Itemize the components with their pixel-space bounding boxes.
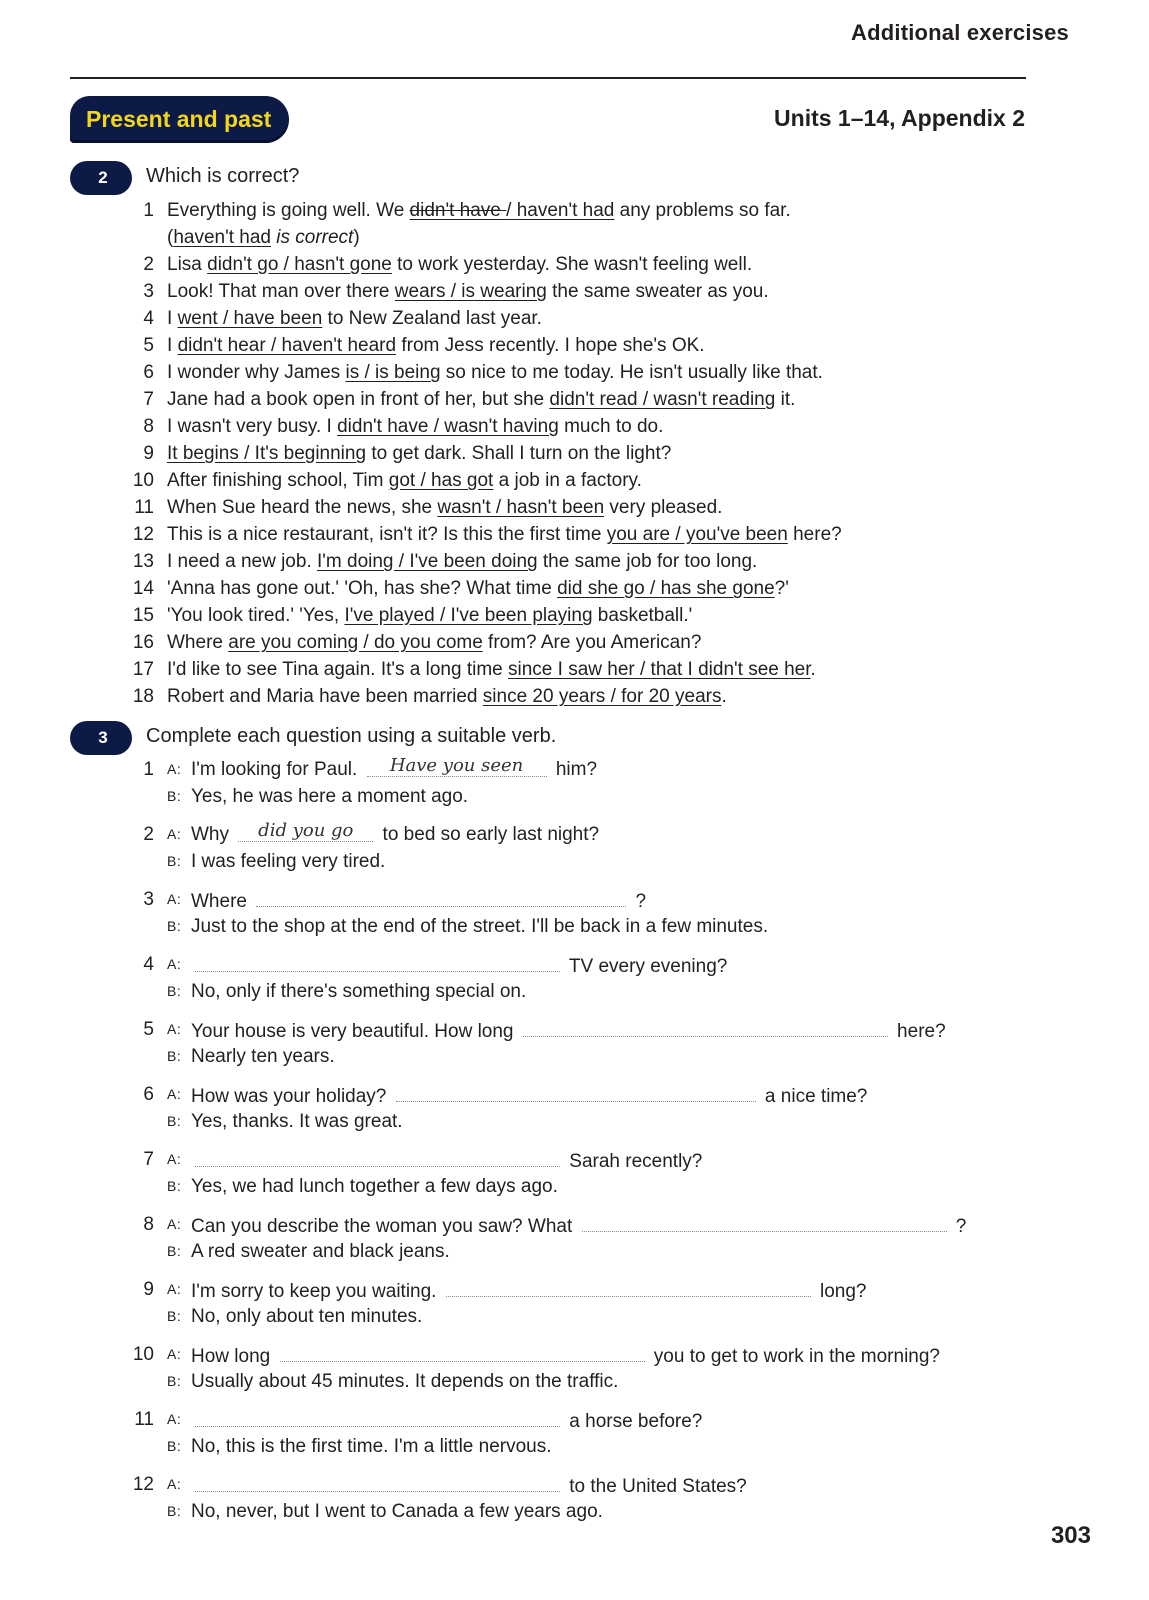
sentence-end: from Jess recently. I hope she's OK.: [396, 335, 705, 356]
item-number: 18: [132, 686, 154, 707]
sentence-end: much to do.: [558, 416, 664, 437]
item-text: [167, 278, 769, 305]
question-end: a nice time?: [759, 1086, 868, 1107]
sentence-end: the same job for too long.: [537, 551, 758, 572]
item-number: 10: [132, 470, 154, 491]
line-b: [126, 1498, 1026, 1525]
question-end: him?: [550, 759, 598, 780]
list-item: [126, 548, 1006, 575]
answer-blank: [195, 1146, 560, 1167]
header-rule: [70, 77, 1026, 79]
list-item: [126, 602, 1006, 629]
answer-options: went / have been: [177, 308, 323, 329]
exercise-3-badge: 3: [70, 721, 132, 755]
dialogue-item: [126, 1016, 1026, 1081]
answer-options: didn't read / wasn't reading: [549, 389, 776, 410]
line-b: [126, 978, 1026, 1005]
item-number: 8: [143, 416, 154, 437]
line-b: [126, 1433, 1026, 1460]
answer-blank: [367, 756, 547, 777]
item-number: 15: [132, 605, 154, 626]
sentence-end: to get dark. Shall I turn on the light?: [366, 443, 672, 464]
question-end: to the United States?: [564, 1476, 747, 1497]
question-text: [191, 1146, 702, 1175]
list-item: [126, 197, 1006, 224]
reply-text: Yes, he was here a moment ago.: [191, 786, 469, 807]
answer-options: did she go / has she gone: [557, 578, 775, 599]
line-a: [126, 1081, 1026, 1108]
speaker-b: B:: [167, 1308, 182, 1324]
answer-options: didn't go / hasn't gone: [207, 254, 392, 275]
example-note: [126, 224, 1006, 251]
question-text: [191, 886, 646, 915]
line-a: [126, 1341, 1026, 1368]
sentence-end: .: [721, 686, 727, 707]
item-text: [167, 467, 642, 494]
question-start: How was your holiday?: [191, 1086, 392, 1107]
item-text: [167, 602, 692, 629]
sentence-end: any problems so far.: [614, 200, 791, 221]
question-text: [191, 821, 599, 848]
question-text: [191, 1016, 946, 1045]
correct-option: haven't had: [516, 200, 615, 221]
answer-options: is / is being: [345, 362, 441, 383]
speaker-b: B:: [167, 853, 182, 869]
units-reference: Units 1–14, Appendix 2: [774, 105, 1025, 131]
reply-text: No, only if there's something special on.: [191, 981, 527, 1002]
exercise-2-list: [126, 197, 1006, 710]
line-b: [126, 848, 1026, 875]
question-start: Can you describe the woman you saw? What: [191, 1216, 578, 1237]
reply-text: Yes, thanks. It was great.: [191, 1111, 403, 1132]
reply-text: Yes, we had lunch together a few days ago.: [191, 1176, 558, 1197]
item-text: [167, 521, 842, 548]
answer-options: I've played / I've been playing: [344, 605, 593, 626]
running-head: Additional exercises: [851, 20, 1069, 45]
question-end: to bed so early last night?: [377, 824, 600, 845]
item-number: 2: [143, 254, 154, 275]
sentence-end: the same sweater as you.: [546, 281, 769, 302]
line-a: [126, 1276, 1026, 1303]
list-item: [126, 467, 1006, 494]
question-end: a horse before?: [564, 1411, 703, 1432]
line-a: [126, 886, 1026, 913]
dialogue-item: [126, 951, 1026, 1016]
item-text: [167, 251, 752, 278]
speaker-b: B:: [167, 1438, 182, 1454]
speaker-a: A:: [167, 1021, 182, 1037]
item-number: 10: [132, 1344, 154, 1365]
sentence-end: a job in a factory.: [493, 470, 642, 491]
list-item: [126, 440, 1006, 467]
item-number: 9: [143, 1279, 154, 1300]
list-item: [126, 629, 1006, 656]
reply-text: I was feeling very tired.: [191, 851, 386, 872]
item-number: 6: [143, 1084, 154, 1105]
question-text: [191, 1406, 702, 1435]
item-number: 2: [143, 824, 154, 845]
item-text: [167, 494, 722, 521]
item-number: 17: [132, 659, 154, 680]
answer-blank: [238, 821, 373, 842]
question-end: Sarah recently?: [564, 1151, 703, 1172]
speaker-a: A:: [167, 891, 182, 907]
answer-blank: [195, 1406, 560, 1427]
speaker-a: A:: [167, 761, 182, 777]
item-number: 14: [132, 578, 154, 599]
question-end: you to get to work in the morning?: [648, 1346, 940, 1367]
reply-text: Usually about 45 minutes. It depends on the traffic.: [191, 1371, 619, 1392]
item-text: [167, 683, 727, 710]
list-item: [126, 278, 1006, 305]
line-b: [126, 1173, 1026, 1200]
list-item: [126, 251, 1006, 278]
answer-blank: [280, 1341, 645, 1362]
sentence-start: Everything is going well. We: [167, 200, 410, 221]
answer-blank: [523, 1016, 888, 1037]
list-item: [126, 386, 1006, 413]
sentence-end: here?: [787, 524, 842, 545]
speaker-b: B:: [167, 1178, 182, 1194]
sentence-end: so nice to me today. He isn't usually like that.: [440, 362, 823, 383]
question-start: I'm sorry to keep you waiting.: [191, 1281, 442, 1302]
dialogue-item: [126, 1211, 1026, 1276]
item-number: 7: [143, 1149, 154, 1170]
list-item: [126, 683, 1006, 710]
line-a: [126, 1146, 1026, 1173]
item-number: 1: [143, 200, 154, 221]
item-text: [167, 413, 663, 440]
sentence-start: 'Anna has gone out.' 'Oh, has she? What time: [167, 578, 558, 599]
sentence-start: After finishing school, Tim: [167, 470, 389, 491]
question-text: [191, 1276, 867, 1305]
item-number: 3: [143, 889, 154, 910]
line-b: [126, 1368, 1026, 1395]
answer-blank: [396, 1081, 756, 1102]
question-end: TV every evening?: [564, 956, 728, 977]
speaker-b: B:: [167, 1113, 182, 1129]
answer-blank: [195, 1471, 560, 1492]
example-comment: is correct: [270, 227, 354, 248]
item-text: [167, 197, 791, 224]
question-text: [191, 756, 597, 783]
answer-options: wears / is wearing: [394, 281, 547, 302]
page-number: 303: [1050, 1522, 1091, 1549]
item-number: 4: [143, 954, 154, 975]
example-note-text: (haven't had is correct): [167, 227, 360, 248]
speaker-b: B:: [167, 983, 182, 999]
sentence-start: Jane had a book open in front of her, but she: [167, 389, 550, 410]
list-item: [126, 305, 1006, 332]
line-a: [126, 951, 1026, 978]
line-a: [126, 1471, 1026, 1498]
list-item: [126, 494, 1006, 521]
speaker-a: A:: [167, 1346, 182, 1362]
answer-options: wasn't / hasn't been: [437, 497, 605, 518]
speaker-b: B:: [167, 918, 182, 934]
section-title: Present and past: [70, 96, 289, 143]
dialogue-item: [126, 1406, 1026, 1471]
item-number: 12: [132, 524, 154, 545]
speaker-b: B:: [167, 1243, 182, 1259]
question-end: here?: [891, 1021, 946, 1042]
speaker-b: B:: [167, 1048, 182, 1064]
reply-text: Just to the shop at the end of the street. I'll be back in a few minutes.: [191, 916, 769, 937]
reply-text: Nearly ten years.: [191, 1046, 335, 1067]
sentence-start: I'd like to see Tina again. It's a long time: [167, 659, 508, 680]
item-number: 4: [143, 308, 154, 329]
speaker-a: A:: [167, 826, 182, 842]
sentence-end: basketball.': [592, 605, 693, 626]
dialogue-item: [126, 1341, 1026, 1406]
item-number: 6: [143, 362, 154, 383]
item-text: [167, 629, 701, 656]
item-number: 7: [143, 389, 154, 410]
question-start: I'm looking for Paul.: [191, 759, 363, 780]
speaker-a: A:: [167, 1281, 182, 1297]
speaker-a: A:: [167, 1086, 182, 1102]
line-b: [126, 1303, 1026, 1330]
dialogue-item: [126, 1471, 1026, 1536]
question-end: long?: [814, 1281, 867, 1302]
line-b: [126, 1043, 1026, 1070]
item-number: 1: [143, 759, 154, 780]
answer-options: since 20 years / for 20 years: [482, 686, 722, 707]
sentence-start: This is a nice restaurant, isn't it? Is this the first time: [167, 524, 607, 545]
dialogue-item: [126, 1146, 1026, 1211]
answer-options: are you coming / do you come: [228, 632, 483, 653]
question-text: [191, 1081, 867, 1110]
question-start: How long: [191, 1346, 276, 1367]
sentence-end: it.: [775, 389, 796, 410]
question-text: [191, 1341, 940, 1370]
sentence-end: from? Are you American?: [482, 632, 702, 653]
speaker-a: A:: [167, 1151, 182, 1167]
item-text: [167, 440, 671, 467]
line-a: [126, 1406, 1026, 1433]
question-start: Where: [191, 891, 253, 912]
exercise-3-list: [126, 756, 1026, 1536]
dialogue-item: [126, 1276, 1026, 1341]
sentence-start: 'You look tired.' 'Yes,: [167, 605, 345, 626]
item-number: 12: [132, 1474, 154, 1495]
item-text: [167, 548, 757, 575]
speaker-a: A:: [167, 1216, 182, 1232]
struck-option: didn't have: [409, 200, 507, 221]
speaker-a: A:: [167, 956, 182, 972]
dialogue-item: [126, 1081, 1026, 1146]
item-text: [167, 386, 795, 413]
line-a: [126, 821, 1026, 848]
dialogue-item: [126, 756, 1026, 821]
item-text: [167, 656, 816, 683]
exercise-2-badge: 2: [70, 161, 132, 195]
exercise-2-title: Which is correct?: [146, 165, 300, 187]
list-item: [126, 413, 1006, 440]
line-a: [126, 1211, 1026, 1238]
reply-text: No, only about ten minutes.: [191, 1306, 423, 1327]
sentence-end: to New Zealand last year.: [322, 308, 542, 329]
sentence-start: Where: [167, 632, 229, 653]
item-number: 16: [132, 632, 154, 653]
sentence-start: I: [167, 308, 178, 329]
line-a: [126, 756, 1026, 783]
answer-blank: [582, 1211, 947, 1232]
answer-options: since I saw her / that I didn't see her: [508, 659, 811, 680]
item-number: 9: [143, 443, 154, 464]
answer-options: It begins / It's beginning: [167, 443, 367, 464]
question-end: ?: [630, 891, 647, 912]
sentence-start: I wonder why James: [167, 362, 346, 383]
answer-options: you are / you've been: [606, 524, 788, 545]
question-text: [191, 1471, 747, 1500]
sentence-end: ?': [774, 578, 789, 599]
speaker-b: B:: [167, 1503, 182, 1519]
speaker-b: B:: [167, 788, 182, 804]
item-number: 11: [134, 1409, 154, 1430]
question-text: [191, 951, 727, 980]
answer-blank: [195, 951, 560, 972]
example-answer: haven't had: [173, 227, 271, 248]
item-text: [167, 332, 705, 359]
sentence-start: I wasn't very busy. I: [167, 416, 338, 437]
question-text: [191, 1211, 966, 1240]
item-number: 5: [143, 335, 154, 356]
reply-text: A red sweater and black jeans.: [191, 1241, 450, 1262]
sentence-end: very pleased.: [604, 497, 723, 518]
item-number: 11: [134, 497, 154, 518]
question-start: Why: [191, 824, 235, 845]
sentence-end: to work yesterday. She wasn't feeling well.: [391, 254, 753, 275]
sentence-start: When Sue heard the news, she: [167, 497, 438, 518]
list-item: [126, 656, 1006, 683]
item-text: [167, 305, 542, 332]
list-item: [126, 575, 1006, 602]
list-item: [126, 332, 1006, 359]
sentence-start: I need a new job.: [167, 551, 317, 572]
handwritten-answer: did you go: [258, 820, 354, 841]
question-end: ?: [950, 1216, 967, 1237]
answer-options: I'm doing / I've been doing: [317, 551, 538, 572]
reply-text: No, this is the first time. I'm a little nervous.: [191, 1436, 552, 1457]
sentence-start: Lisa: [167, 254, 208, 275]
exercise-3-title: Complete each question using a suitable verb.: [146, 725, 557, 747]
speaker-a: A:: [167, 1411, 182, 1427]
item-number: 5: [143, 1019, 154, 1040]
answer-options: got / has got: [388, 470, 494, 491]
speaker-b: B:: [167, 1373, 182, 1389]
line-a: [126, 1016, 1026, 1043]
answer-blank: [446, 1276, 811, 1297]
answer-options: didn't hear / haven't heard: [177, 335, 397, 356]
item-number: 8: [143, 1214, 154, 1235]
reply-text: No, never, but I went to Canada a few years ago.: [191, 1501, 603, 1522]
answer-options: didn't have / haven't had: [409, 200, 615, 221]
answer-options: didn't have / wasn't having: [337, 416, 559, 437]
sentence-end: .: [810, 659, 816, 680]
line-b: [126, 783, 1026, 810]
item-number: 3: [143, 281, 154, 302]
answer-blank: [256, 886, 626, 907]
item-text: [167, 359, 823, 386]
item-text: [167, 575, 789, 602]
line-b: [126, 1108, 1026, 1135]
sentence-start: I: [167, 335, 178, 356]
dialogue-item: [126, 821, 1026, 886]
list-item: [126, 359, 1006, 386]
speaker-a: A:: [167, 1476, 182, 1492]
handwritten-answer: Have you seen: [389, 755, 524, 776]
line-b: [126, 913, 1026, 940]
item-number: 13: [132, 551, 154, 572]
sentence-start: Look! That man over there: [167, 281, 395, 302]
dialogue-item: [126, 886, 1026, 951]
line-b: [126, 1238, 1026, 1265]
list-item: [126, 521, 1006, 548]
sentence-start: Robert and Maria have been married: [167, 686, 483, 707]
question-start: Your house is very beautiful. How long: [191, 1021, 519, 1042]
